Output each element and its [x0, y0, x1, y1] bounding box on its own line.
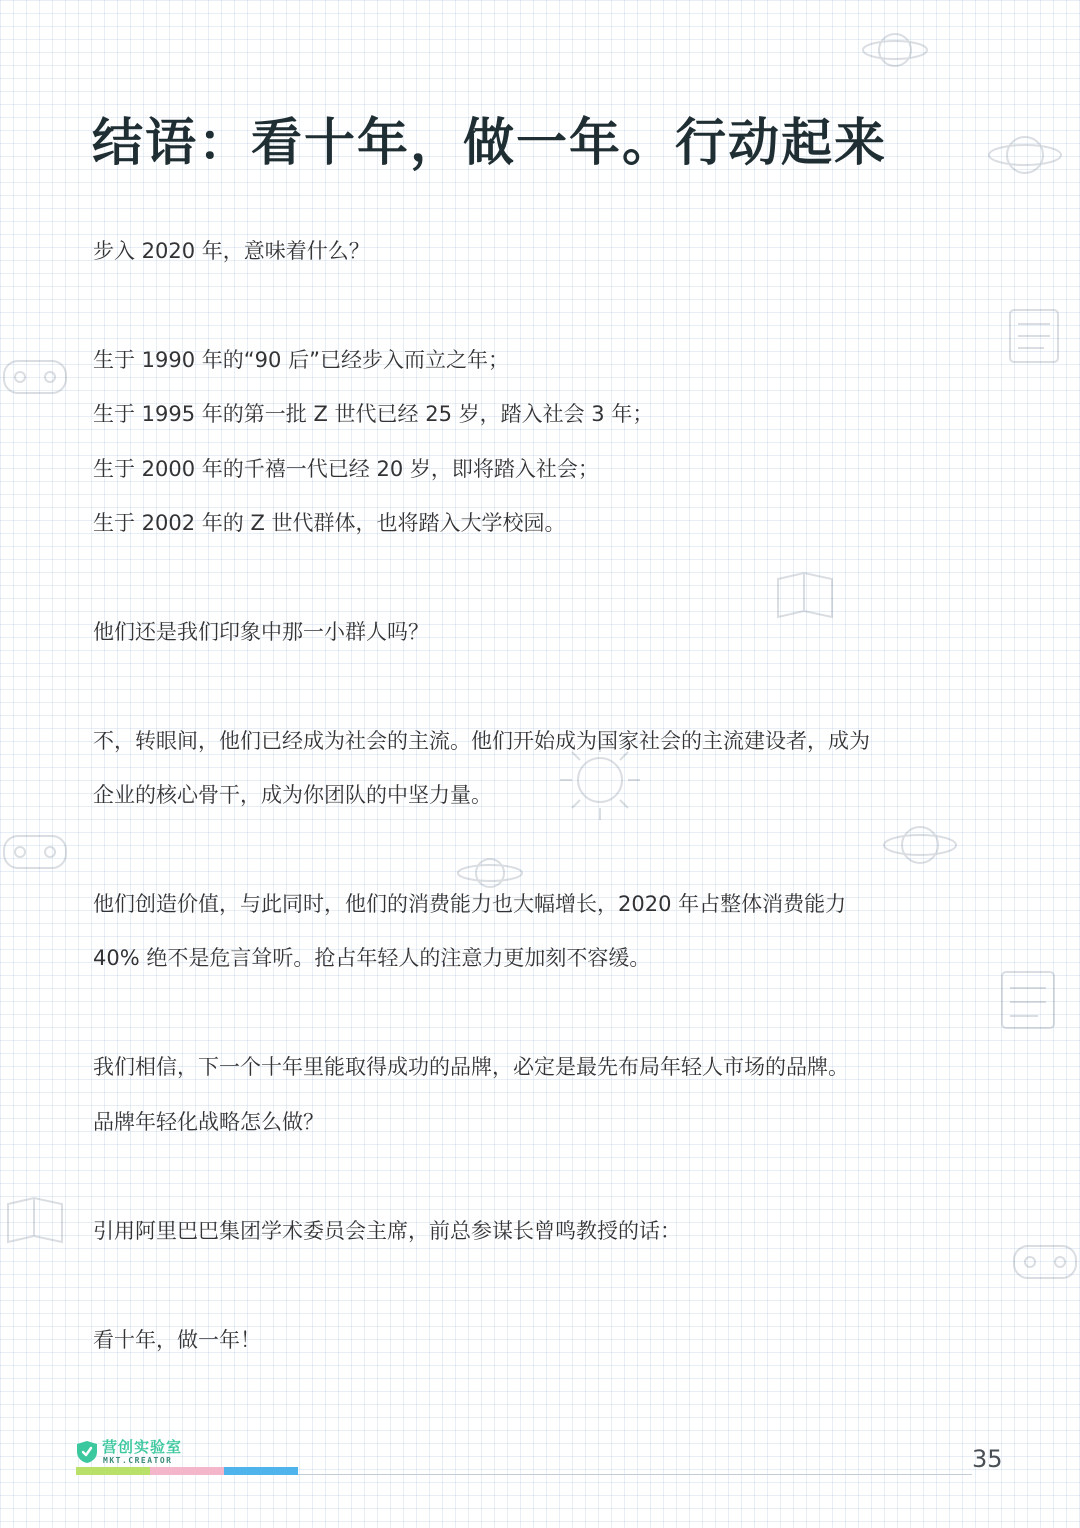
footer-bar-blue	[224, 1467, 298, 1475]
paragraph-line: 他们还是我们印象中那一小群人吗？	[93, 620, 429, 644]
logo-english-text: MKT.CREATOR	[103, 1456, 173, 1465]
doodle-book-icon	[0, 1190, 70, 1250]
paragraph-line: 我们相信，下一个十年里能取得成功的品牌，必定是最先布局年轻人市场的品牌。	[93, 1055, 849, 1079]
paragraph-line: 看十年，做一年！	[93, 1328, 261, 1352]
doodle-planet-icon	[880, 810, 960, 880]
paragraph-line: 生于 2002 年的 Z 世代群体，也将踏入大学校园。	[93, 511, 566, 535]
paragraph-line: 不，转眼间，他们已经成为社会的主流。他们开始成为国家社会的主流建设者，成为	[93, 729, 870, 753]
footer-bar-green	[76, 1467, 150, 1475]
doodle-planet-icon	[985, 120, 1065, 190]
footer-bar-pink	[150, 1467, 224, 1475]
paragraph-line: 生于 2000 年的千禧一代已经 20 岁，即将踏入社会；	[93, 457, 599, 481]
paragraph-line: 品牌年轻化战略怎么做？	[93, 1110, 324, 1134]
paragraph-line: 生于 1990 年的“90 后”已经步入而立之年；	[93, 348, 509, 372]
paragraph-line: 他们创造价值，与此同时，他们的消费能力也大幅增长，2020 年占整体消费能力	[93, 892, 847, 916]
doodle-gamepad-icon	[1010, 1240, 1080, 1285]
paragraph-line: 步入 2020 年，意味着什么？	[93, 239, 370, 263]
page-title: 结语：看十年，做一年。行动起来	[92, 114, 888, 173]
doodle-notebook-icon	[1000, 300, 1070, 370]
logo-chinese-text: 营创实验室	[102, 1438, 183, 1456]
doodle-planet-icon	[860, 20, 930, 80]
doodle-notebook-icon	[990, 960, 1070, 1040]
paragraph-line: 40% 绝不是危言耸听。抢占年轻人的注意力更加刻不容缓。	[93, 946, 651, 970]
doodle-gamepad-icon	[0, 830, 70, 875]
paragraph-line: 引用阿里巴巴集团学术委员会主席，前总参谋长曾鸣教授的话：	[93, 1219, 681, 1243]
paragraph-line: 生于 1995 年的第一批 Z 世代已经 25 岁，踏入社会 3 年；	[93, 402, 654, 426]
shield-logo-icon	[76, 1440, 98, 1464]
doodle-book-icon	[770, 565, 840, 625]
paragraph-line: 企业的核心骨干，成为你团队的中坚力量。	[93, 783, 492, 807]
footer-divider	[298, 1474, 972, 1475]
doodle-gamepad-icon	[0, 355, 70, 400]
brand-logo	[76, 1438, 186, 1468]
page-number: 35	[972, 1445, 1003, 1473]
